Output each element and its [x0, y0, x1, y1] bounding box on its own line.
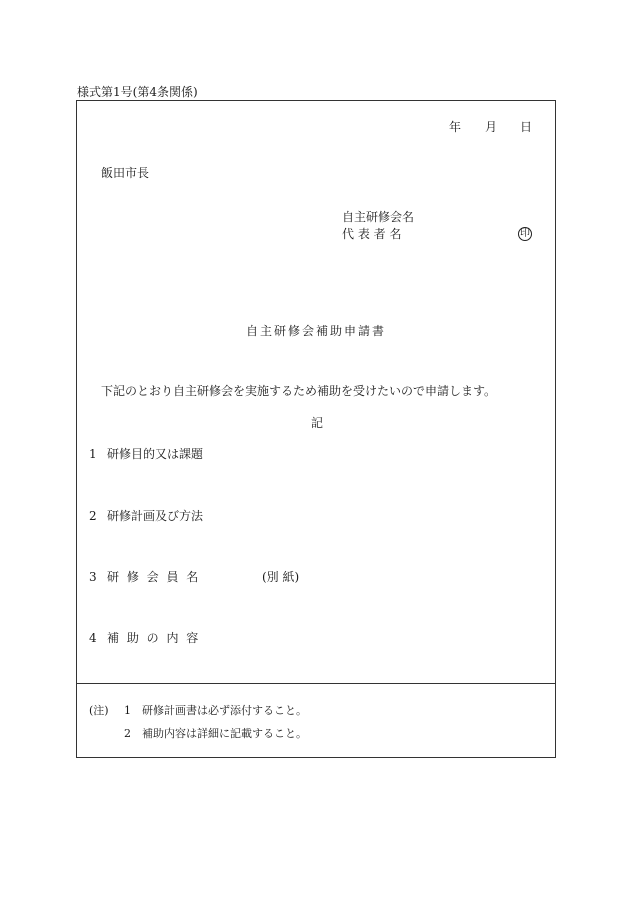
recipient: 飯田市長 [101, 166, 150, 180]
item-number: 2 [89, 509, 97, 523]
date-day: 日 [520, 120, 533, 134]
date-month: 月 [485, 120, 498, 134]
ki-heading: 記 [311, 416, 324, 430]
notes-prefix: (注) [89, 704, 109, 717]
item-number: 3 [89, 570, 97, 584]
note-text: 研修計画書は必ず添付すること。 [142, 704, 307, 717]
item-label: 研修計画及び方法 [107, 509, 204, 523]
date-year: 年 [449, 120, 462, 134]
note-number: 1 [124, 704, 131, 717]
document-title: 自主研修会補助申請書 [246, 324, 387, 338]
item-label: 補 助 の 内 容 [107, 631, 201, 645]
item-note: (別 紙) [262, 570, 300, 584]
body-text: 下記のとおり自主研修会を実施するため補助を受けたいので申請します。 [101, 384, 497, 398]
item-number: 1 [89, 447, 97, 461]
item-label: 研修目的又は課題 [107, 447, 204, 461]
item-number: 4 [89, 631, 97, 645]
group-name-label: 自主研修会名 [342, 210, 415, 224]
form-number-label: 様式第1号(第4条関係) [77, 85, 198, 99]
notes-divider [77, 683, 555, 684]
note-text: 補助内容は詳細に記載すること。 [142, 727, 307, 740]
representative-label: 代 表 者 名 [342, 227, 402, 241]
seal-mark: 印 [520, 228, 530, 239]
item-label: 研 修 会 員 名 [107, 570, 201, 584]
note-number: 2 [124, 727, 131, 740]
